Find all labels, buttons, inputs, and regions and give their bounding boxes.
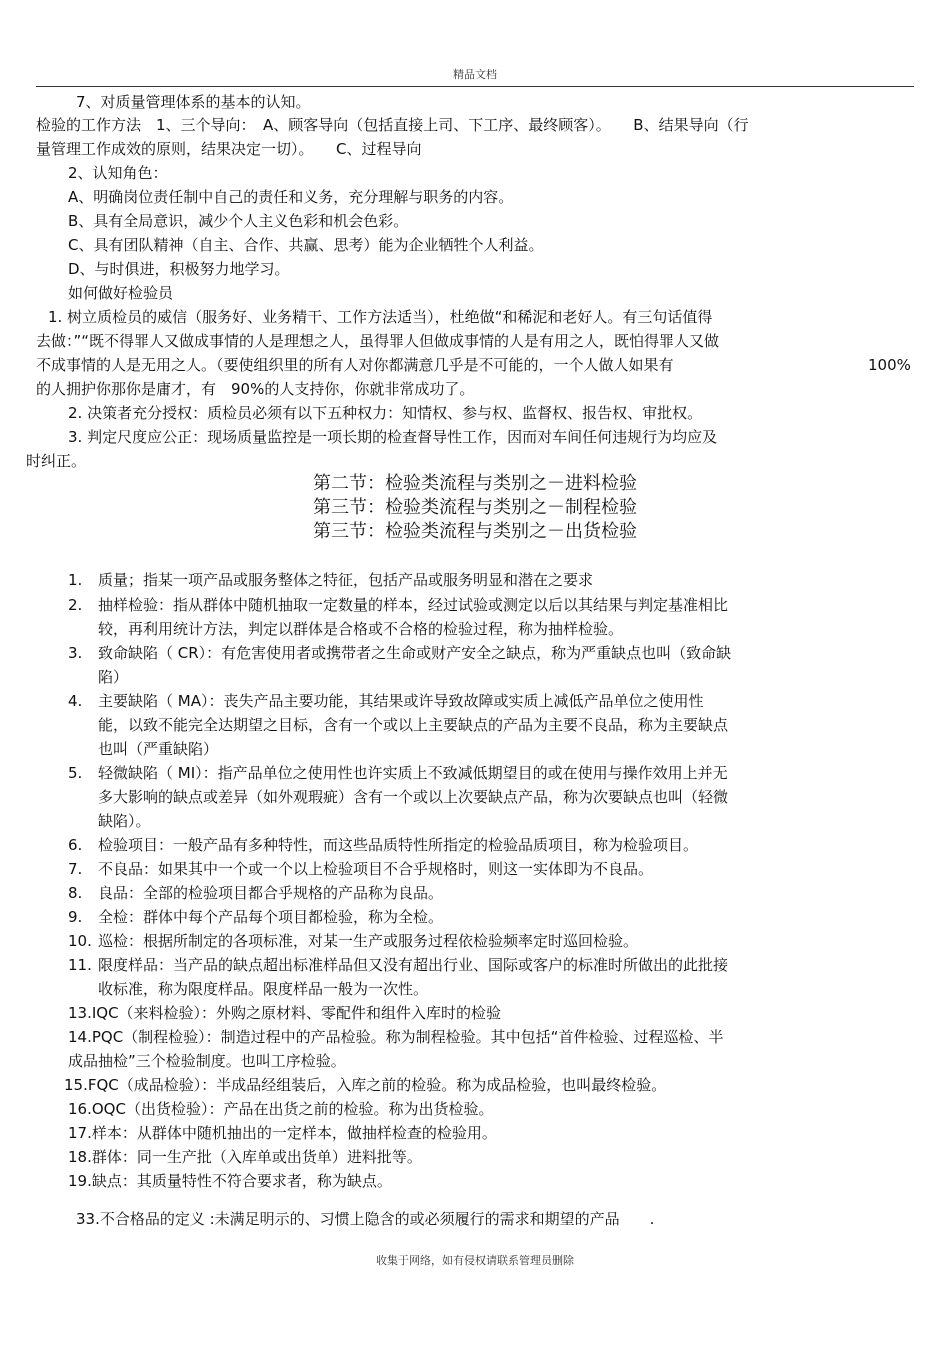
list-item: 不良品：如果其中一个或一个以上检验项目不合乎规格时，则这一实体即为不良品。 (98, 860, 654, 878)
list-item: 巡检：根据所制定的各项标准，对某一生产或服务过程依检验频率定时巡回检验。 (98, 932, 639, 950)
text-line: 不成事情的人是无用之人。（要使组织里的所有人对你都满意几乎是不可能的，一个人做人如果有 (36, 356, 674, 374)
list-item: 收标准，称为限度样品。限度样品一般为一次性。 (98, 980, 429, 998)
page-footer: 收集于网络，如有侵权请联系管理员删除 (376, 1254, 574, 1267)
list-number: 10. (68, 932, 92, 950)
text-line: 3. 判定尺度应公正：现场质量监控是一项长期的检查督导性工作，因而对车间任何违规行为均应及 (68, 428, 718, 446)
list-item: 限度样品：当产品的缺点超出标准样品但又没有超出行业、国际或客户的标准时所做出的此批接 (98, 956, 729, 974)
text-line: 去做：”“既不得罪人又做成事情的人是理想之人，虽得罪人但做成事情的人是有用之人，既怕得罪人又做 (36, 332, 720, 350)
text-line: 17.样本：从群体中随机抽出的一定样本，做抽样检查的检验用。 (68, 1124, 497, 1142)
section-title: 第三节：检验类流程与类别之－制程检验 (313, 497, 637, 518)
text-line: 100% (868, 356, 911, 374)
text-line: 16.OQC（出货检验）：产品在出货之前的检验。称为出货检验。 (68, 1100, 494, 1118)
list-item: 主要缺陷（ MA）：丧失产品主要功能，其结果或许导致故障或实质上减低产品单位之使用性 (98, 692, 704, 710)
list-number: 8. (68, 884, 83, 902)
text-line: 1. 树立质检员的威信（服务好、业务精干、工作方法适当），杜绝做“和稀泥和老好人。有三句话值得 (48, 308, 713, 326)
list-item: 轻微缺陷（ MI）：指产品单位之使用性也许实质上不致减低期望目的或在使用与操作效用上并无 (98, 764, 728, 782)
page-header: 精品文档 (453, 68, 497, 81)
text-line: 18.群体：同一生产批（入库单或出货单）进料批等。 (68, 1148, 422, 1166)
text-line: 7、对质量管理体系的基本的认知。 (76, 93, 311, 111)
text-line: 检验的工作方法 1、三个导向： A、顾客导向（包括直接上司、下工序、最终顾客）。 B、结果导向（行 (36, 116, 749, 134)
list-number: 1. (68, 571, 83, 589)
list-number: 6. (68, 836, 83, 854)
list-number: 5. (68, 764, 83, 782)
list-number: 3. (68, 644, 83, 662)
list-item: 能，以致不能完全达期望之目标，含有一个或以上主要缺点的产品为主要不良品，称为主要缺点 (98, 716, 729, 734)
text-line: 成品抽检”三个检验制度。也叫工序检验。 (68, 1052, 346, 1070)
text-line: 33.不合格品的定义 :未满足明示的、习惯上隐含的或必须履行的需求和期望的产品 . (76, 1210, 655, 1228)
text-line: D、与时俱进，积极努力地学习。 (68, 260, 290, 278)
list-item: 陷） (98, 668, 129, 686)
list-item: 也叫（严重缺陷） (98, 740, 219, 758)
text-line: B、具有全局意识，减少个人主义色彩和机会色彩。 (68, 212, 409, 230)
text-line: 的人拥护你那你是庸才，有 90%的人支持你，你就非常成功了。 (36, 380, 475, 398)
section-title: 第三节：检验类流程与类别之－出货检验 (313, 521, 637, 542)
text-line: 15.FQC（成品检验）：半成品经组装后，入库之前的检验。称为成品检验，也叫最终检验。 (64, 1076, 667, 1094)
list-number: 4. (68, 692, 83, 710)
text-line: 19.缺点：其质量特性不符合要求者，称为缺点。 (68, 1172, 392, 1190)
text-line: 14.PQC（制程检验）：制造过程中的产品检验。称为制程检验。其中包括“首件检验、过程巡检、半 (68, 1028, 724, 1046)
text-line: 如何做好检验员 (68, 284, 174, 302)
header-rule (36, 86, 914, 87)
list-item: 良品：全部的检验项目都合乎规格的产品称为良品。 (98, 884, 444, 902)
text-line: 13.IQC（来料检验）：外购之原材料、零配件和组件入库时的检验 (68, 1004, 502, 1022)
section-title: 第二节：检验类流程与类别之－进料检验 (313, 473, 637, 494)
list-item: 抽样检验：指从群体中随机抽取一定数量的样本，经过试验或测定以后以其结果与判定基准相比 (98, 596, 729, 614)
list-item: 较，再利用统计方法，判定以群体是合格或不合格的检验过程，称为抽样检验。 (98, 620, 624, 638)
list-number: 7. (68, 860, 83, 878)
list-item: 检验项目：一般产品有多种特性，而这些品质特性所指定的检验品质项目，称为检验项目。 (98, 836, 699, 854)
list-number: 9. (68, 908, 83, 926)
list-item: 质量；指某一项产品或服务整体之特征，包括产品或服务明显和潜在之要求 (98, 571, 594, 589)
list-number: 11. (68, 956, 92, 974)
list-item: 缺陷）。 (98, 812, 151, 830)
list-item: 全检：群体中每个产品每个项目都检验，称为全检。 (98, 908, 444, 926)
list-item: 致命缺陷（ CR）：有危害使用者或携带者之生命或财产安全之缺点，称为严重缺点也叫（致命缺 (98, 644, 732, 662)
text-line: A、明确岗位责任制中自己的责任和义务，充分理解与职务的内容。 (68, 188, 514, 206)
list-item: 多大影响的缺点或差异（如外观瑕疵）含有一个或以上次要缺点产品，称为次要缺点也叫（轻微 (98, 788, 729, 806)
list-number: 2. (68, 596, 83, 614)
text-line: 2、认知角色： (68, 164, 168, 182)
text-line: C、具有团队精神（自主、合作、共赢、思考）能为企业牺牲个人利益。 (68, 236, 544, 254)
text-line: 时纠正。 (26, 452, 87, 470)
text-line: 量管理工作成效的原则，结果决定一切）。 C、过程导向 (36, 140, 422, 158)
text-line: 2. 决策者充分授权：质检员必须有以下五种权力：知情权、参与权、监督权、报告权、审批权。 (68, 404, 703, 422)
